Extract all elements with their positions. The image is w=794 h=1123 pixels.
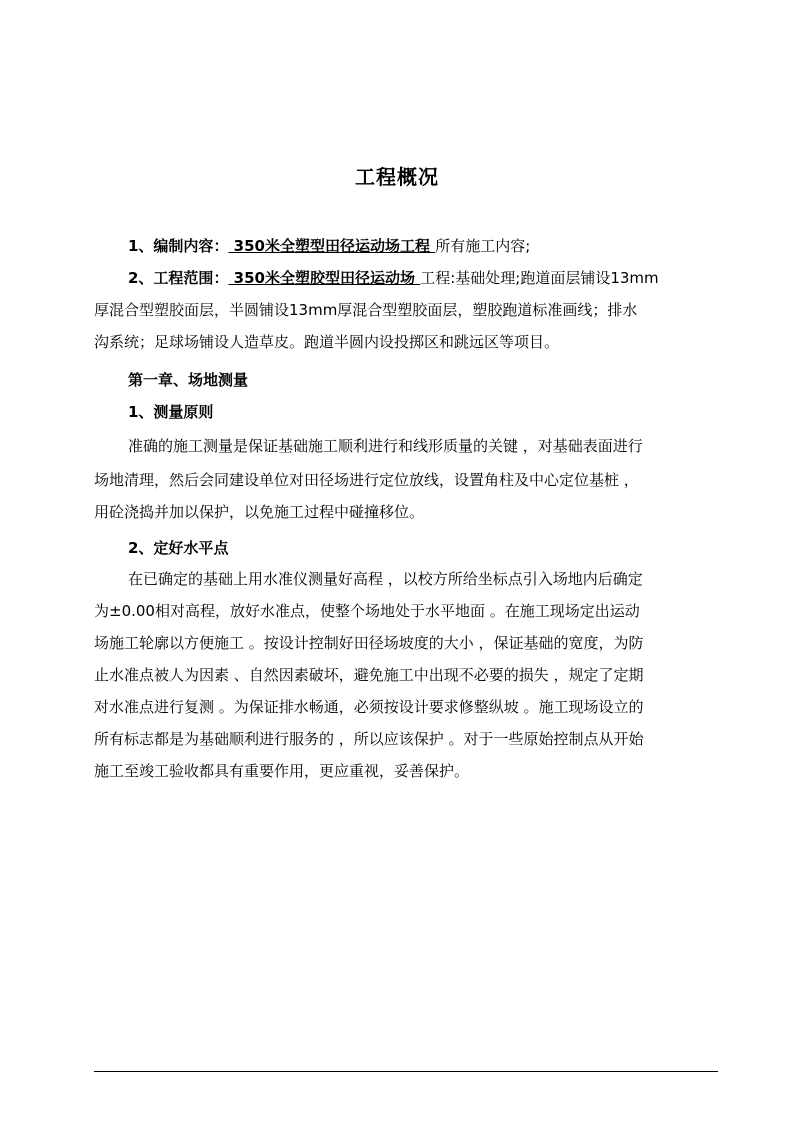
footer-divider [94,1071,718,1072]
item2-project-name: 350米全塑胶型田径运动场 [228,269,421,287]
section1-line: 场地清理，然后会同建设单位对田径场进行定位放线，设置角柱及中心定位基桩 ， [94,471,639,489]
item2-label: 2、工程范围： [128,269,229,287]
section1-line: 用砼浇捣并加以保护，以免施工过程中碰撞移位。 [94,503,425,521]
item-scope-line1 [94,262,768,294]
section2-line: 止水准点被人为因素 、自然因素破坏，避免施工中出现不必要的损失 ，规定了定期 [94,666,644,684]
section2-line: 在已确定的基础上用水准仪测量好高程 ，以校方所给坐标点引入场地内后确定 [128,570,643,588]
section2-line: 为±0.00相对高程，放好水准点，使整个场地处于水平地面 。在施工现场定出运动 [94,602,640,620]
document-title: 工程概况 [355,165,439,189]
item2-line1-tail: 工程:基础处理;跑道面层铺设13mm [420,269,659,287]
section2-line: 施工至竣工验收都具有重要作用，更应重视，妥善保护。 [94,762,470,780]
section1-line: 准确的施工测量是保证基础施工顺利进行和线形质量的关键 ，对基础表面进行 [128,437,643,455]
item1-tail: 所有施工内容; [435,237,531,255]
item-scope-line3: 沟系统；足球场铺设人造草皮。跑道半圆内设投掷区和跳远区等项目。 [94,333,560,351]
section2-line: 所有标志都是为基础顺利进行服务的 ，所以应该保护 。对于一些原始控制点从开始 [94,730,644,748]
item-scope-line2: 厚混合型塑胶面层，半圆铺设13mm厚混合型塑胶面层，塑胶跑道标准画线；排水 [94,301,638,319]
item-compile-content [94,230,768,262]
section2-line: 对水准点进行复测 。为保证排水畅通，必须按设计要求修整纵坡 。施工现场设立的 [94,698,644,716]
item1-label: 1、编制内容： [128,237,229,255]
section2-heading: 2、定好水平点 [128,539,229,557]
chapter-heading: 第一章、场地测量 [128,371,249,389]
section2-line: 场施工轮廓以方便施工 。按设计控制好田径场坡度的大小 ，保证基础的宽度，为防 [94,634,644,652]
item1-project-name: 350米全塑型田径运动场工程 [228,237,436,255]
section1-heading: 1、测量原则 [128,403,214,421]
